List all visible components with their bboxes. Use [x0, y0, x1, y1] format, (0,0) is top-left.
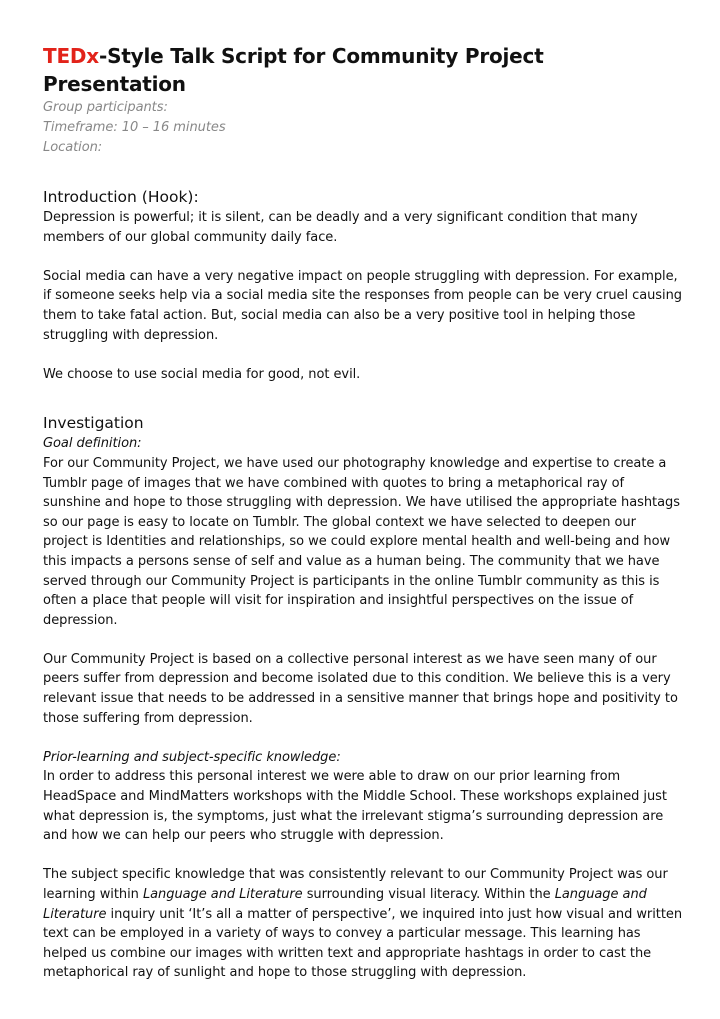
prior-paragraph-2 [43, 865, 683, 983]
timeframe: Timeframe: 10 – 16 minutes [43, 120, 226, 135]
goal-paragraph-2: Our Community Project is based on a collective personal interest as we have seen many of our peers suffer from depression and become isolated due to this condition. We believe this is a very relevant issue that needs to be addressed in a sensitive manner that brings hope and positivity to those suffering from depression. [43, 651, 678, 726]
prior-p2-text-a: The subject specific knowledge that was consistently relevant to our Community Project was our learning within [43, 867, 668, 902]
investigation-heading: Investigation [43, 414, 144, 433]
intro-paragraph-3: We choose to use social media for good, not evil. [43, 366, 361, 382]
prior-p2-text-c: inquiry unit ‘It’s all a matter of perspective’, we inquired into just how visual and written text can be employed in a variety of ways to convey a particular message. This learning has helped us combine our images with written text and appropriate hashtags in order to cast the metaphorical ray of sunlight and hope to those struggling with depression. [43, 906, 683, 981]
intro-paragraph-1: Depression is powerful; it is silent, can be deadly and a very significant condition that many members of our global community daily face. [43, 210, 638, 245]
prior-p2-text-b: surrounding visual literacy. Within the [302, 887, 555, 902]
prior-paragraph-1: In order to address this personal interest we were able to draw on our prior learning from HeadSpace and MindMatters workshops with the Middle School. These workshops explained just what depression is, the symptoms, just what the irrelevant stigma’s surrounding depression are and how we can help our peers who struggle with depression. [43, 769, 667, 844]
goal-definition-label: Goal definition: [43, 436, 142, 452]
goal-paragraph-1: For our Community Project, we have used our photography knowledge and expertise to create a Tumblr page of images that we have combined with quotes to bring a metaphorical ray of sunshine and hope to those struggling with depression. We have utilised the appropriate hashtags so our page is easy to locate on Tumblr. The global context we have selected to deepen our project is Identities and relationships, so we could explore mental health and well-being and how this impacts a persons sense of self and value as a human being. The community that we have served through our Community Project is participants in the online Tumblr community as this is often a place that people will visit for inspiration and insightful perspectives on the issue of depression. [43, 455, 680, 628]
intro-paragraph-2: Social media can have a very negative impact on people struggling with depression. For example, if someone seeks help via a social media site the responses from people can be very cruel causing them to take fatal action. But, social media can also be a very positive tool in helping those struggling with depression. [43, 268, 682, 343]
group-participants: Group participants: [43, 100, 168, 115]
location: Location: [43, 140, 103, 155]
tedx-brand: TEDx [43, 44, 100, 68]
prior-p2-subject-2: Language and Literature [43, 887, 647, 922]
document-title [43, 42, 683, 98]
document-page [43, 42, 683, 983]
prior-learning-label: Prior-learning and subject-specific knowledge: [43, 749, 341, 765]
prior-p2-subject-1: Language and Literature [142, 887, 303, 902]
title-text: -Style Talk Script for Community Project Presentation [43, 44, 544, 96]
introduction-heading: Introduction (Hook): [43, 188, 199, 206]
